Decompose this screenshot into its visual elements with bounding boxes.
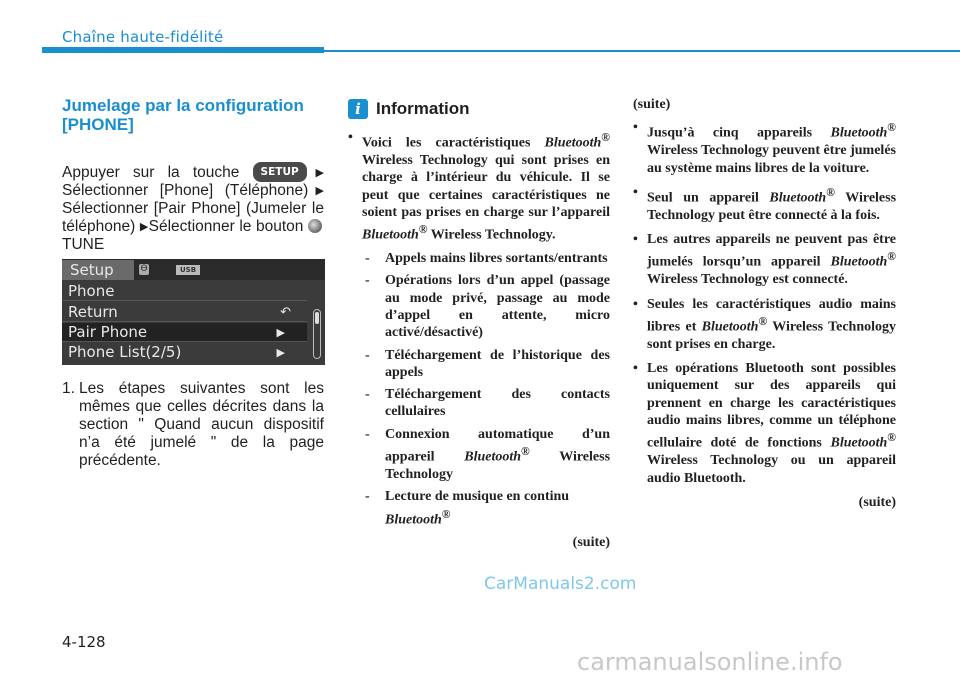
text: Les autres appareils ne peuvent pas être jumelés lorsqu’un appareil [647, 232, 896, 271]
registered-mark: ® [441, 507, 451, 521]
dash-item [362, 272, 610, 341]
instruction-text-2: Sélectionner [Phone] (Téléphone) [62, 182, 309, 199]
dash-item [362, 250, 610, 267]
footer-watermark: carmanualsonline.info [577, 648, 843, 676]
tune-label: TUNE [62, 236, 105, 253]
information-column-right [633, 96, 896, 511]
bullet-item [348, 129, 610, 244]
text: Téléchargement de l’historique des appels [385, 347, 610, 380]
text: Téléchargement des contacts cellulaires [385, 387, 610, 420]
bluetooth-icon: ϴ [140, 264, 148, 274]
screen-row-phone-list [62, 343, 307, 362]
instruction-text-3: Sélectionner [Pair Phone] (Jumeler le téléphone) [62, 200, 324, 235]
dash: - [365, 273, 370, 289]
screen-scrollbar [313, 309, 321, 359]
text: Wireless Technology est connecté. [647, 272, 848, 288]
instruction-text-1: Appuyer sur la touche [62, 164, 240, 181]
dash: - [365, 426, 370, 442]
text: Seul un appareil [647, 190, 759, 206]
information-column-middle [348, 129, 610, 551]
continued-label: (suite) [858, 494, 896, 510]
registered-mark: ® [521, 445, 530, 459]
header-rule-thin [324, 50, 960, 52]
screen-row-label: Pair Phone [68, 323, 148, 341]
section-header-title: Chaîne haute-fidélité [62, 28, 224, 46]
text: Connexion automatique d’un appareil [385, 426, 610, 465]
dash: - [365, 251, 370, 267]
bluetooth-term: Bluetooth [544, 135, 602, 151]
dash: - [365, 387, 370, 403]
step-1 [62, 380, 324, 470]
triangle-right-icon: ▶ [139, 221, 149, 233]
return-arrow-icon: ↶ [280, 305, 291, 320]
text: Les opérations Bluetooth sont possibles uniquement sur des appareils qui prennent en charge les caractéristiques audio mains libres, comme un téléphone cellulaire doté de fonctions [647, 361, 896, 452]
step-text: Les étapes suivantes sont les mêmes que celles décrites dans la section " Quand aucun dispositif n’a été jumelé " de la page précédente. [79, 380, 324, 469]
dash-item [362, 386, 610, 421]
continued-label: (suite) [572, 534, 610, 550]
text: Voici les caractéristiques [362, 135, 531, 151]
bluetooth-term: Bluetooth [830, 255, 888, 271]
continued-label: (suite) [633, 97, 671, 112]
triangle-right-icon: ▶ [276, 326, 285, 339]
screen-tab-setup: Setup [62, 260, 134, 280]
text: Lecture de musique en continu [385, 489, 570, 505]
registered-mark: ® [758, 314, 768, 328]
info-icon: i [348, 99, 368, 119]
bluetooth-term: Bluetooth [464, 449, 522, 465]
bullet-item [633, 360, 896, 487]
text: Seules les caractéristiques audio mains libres et [647, 296, 896, 335]
scrollbar-thumb [315, 312, 319, 324]
text: Wireless Technology ou un appareil audio Bluetooth. [647, 453, 896, 486]
text: Jusqu’à cinq appareils [647, 125, 813, 141]
registered-mark: ® [601, 131, 611, 144]
screen-row-label: Phone [68, 282, 115, 300]
registered-mark: ® [826, 185, 835, 199]
dash-item [362, 426, 610, 484]
bluetooth-term: Bluetooth [385, 512, 442, 528]
bluetooth-term: Bluetooth [830, 436, 888, 452]
bluetooth-term: Bluetooth [362, 227, 419, 243]
watermark-link[interactable]: CarManuals2.com [484, 574, 637, 594]
triangle-right-icon: ▶ [276, 346, 285, 359]
triangle-right-icon: ▶ [306, 167, 324, 179]
dash-item [362, 347, 610, 382]
registered-mark: ® [887, 250, 896, 264]
screen-row-phone [62, 282, 307, 301]
text: Wireless Technology peuvent être jumelés au système mains libres de la voiture. [647, 143, 896, 176]
screen-row-return [62, 303, 307, 322]
text: Opérations lors d’un appel (passage au mode privé, passage au mode d’appel en attente, micro activé/désactivé) [385, 273, 610, 341]
triangle-right-icon: ▶ [308, 185, 324, 197]
bullet-item [633, 231, 896, 289]
step-number: 1. [62, 380, 75, 397]
bluetooth-term: Bluetooth [769, 190, 827, 206]
instruction-text-4: Sélectionner le bouton [148, 218, 304, 235]
screen-row-label: Return [68, 303, 118, 321]
dash: - [365, 347, 370, 363]
dash: - [365, 489, 370, 505]
screen-row-label: Phone List(2/5) [68, 343, 182, 361]
registered-mark: ® [887, 121, 896, 135]
tune-knob-icon [308, 219, 322, 233]
bullet-item [633, 119, 896, 177]
bullet-item [633, 296, 896, 354]
page-number: 4-128 [62, 633, 106, 651]
text: Wireless Technology [385, 449, 611, 483]
registered-mark: ® [418, 223, 428, 237]
setup-key-icon: SETUP [253, 162, 307, 182]
section-title: Jumelage par la configuration [PHONE] [62, 96, 304, 134]
bluetooth-term: Bluetooth [701, 319, 759, 335]
text: Wireless Technology sont prises en charge. [647, 319, 897, 352]
usb-icon: USB [176, 265, 200, 275]
instructions-paragraph [62, 162, 324, 254]
bluetooth-term: Bluetooth [830, 125, 888, 141]
registered-mark: ® [887, 431, 896, 445]
text: Wireless Technology. [430, 227, 556, 243]
text: Wireless Technology peut être connecté à la fois. [647, 190, 897, 223]
setup-screen-image [62, 259, 325, 365]
header-rule-thick [42, 47, 324, 53]
information-title: Information [376, 99, 470, 118]
screen-row-pair-phone [62, 323, 307, 342]
bullet-item [633, 184, 896, 224]
text: Wireless Technology qui sont prises en charge à l’intérieur du véhicule. Il se peut que certaines caractéristiques ne soient pas prises en charge sur l’appareil [362, 152, 610, 220]
dash-item [362, 488, 610, 528]
text: Appels mains libres sortants/entrants [385, 251, 608, 267]
